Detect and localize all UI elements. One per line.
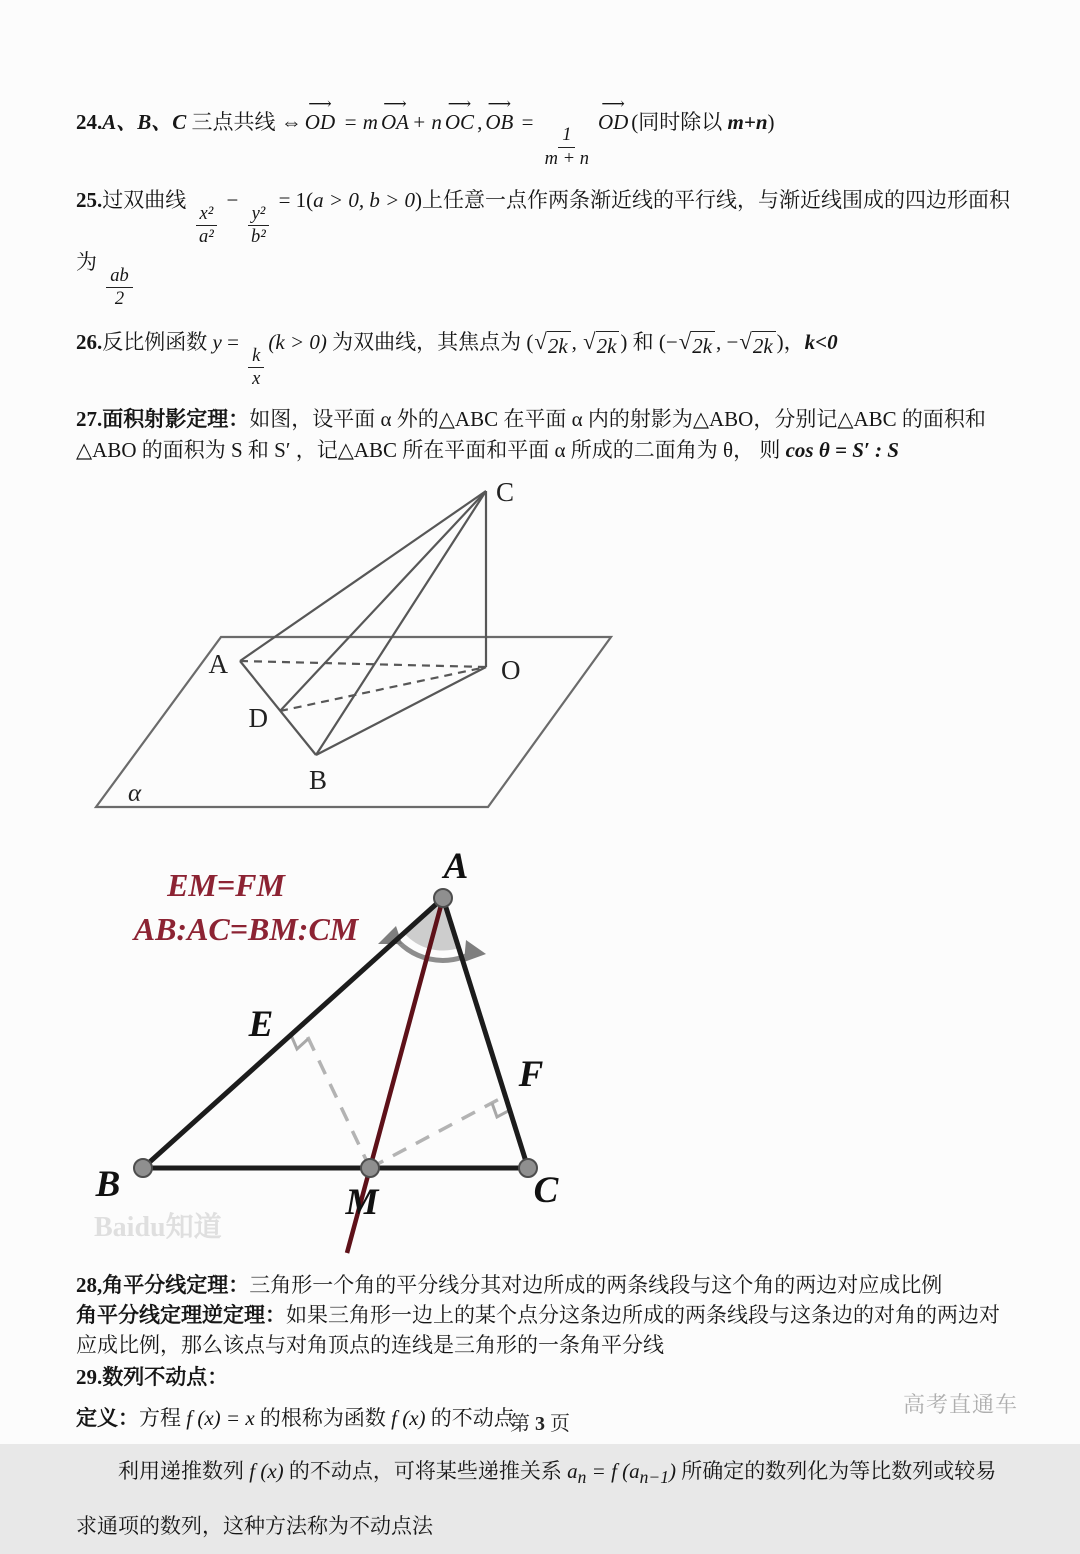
definition-text-1: 方程 [139, 1405, 187, 1430]
sqrt-2k-3: √ 2k [679, 330, 715, 361]
var-y: y [212, 330, 222, 355]
vector-ob: ⟶ OB [485, 93, 514, 134]
recursion-mid: = f (a [586, 1459, 640, 1484]
vertex-dot-A [434, 889, 452, 907]
vertex-dot-B [134, 1159, 152, 1177]
minus: − [221, 188, 244, 213]
label-M: M [345, 1182, 379, 1224]
function-fx: f (x) [391, 1405, 426, 1430]
sqrt-2k-4: √ 2k [739, 330, 775, 361]
equals: = [221, 330, 245, 355]
label-C: C [533, 1170, 559, 1212]
dashed-DO [280, 667, 486, 711]
item-24-text: 三点共线 [186, 110, 281, 134]
comma-cn: ， [783, 330, 805, 355]
eq-m: = m [338, 110, 378, 134]
brand-watermark: 高考直通车 [902, 1392, 1018, 1417]
item-28-title: 28,角平分线定理： [76, 1273, 250, 1298]
edge-CA [240, 491, 486, 661]
item-25-body: 上任意一点作两条渐近线的平行线，与渐近线围成的四边形面积为 [76, 188, 1010, 275]
vector-arrow-icon: ⟶ [601, 93, 625, 113]
page-content [76, 92, 1012, 1554]
item-28-text: 三角形一个角的平分线分其对边所成的两条线段与这个角的两边对应成比例 [249, 1273, 943, 1298]
item-26-body: 为双曲线，其焦点为 ( [326, 330, 534, 355]
annotation-em-fm: EM=FM [167, 867, 285, 904]
item-24-number: 24. [76, 110, 103, 134]
item-28-converse-title: 角平分线定理逆定理： [76, 1302, 286, 1327]
point-dot-M [361, 1159, 379, 1177]
item-27-body: 如图，设平面 α 外的△ABC 在平面 α 内的射影为△ABO，分别记△ABC 的面积和△ABO 的面积为 S 和 S′ ，记△ABC 所在平面和平面 α 所成的二面角为 θ， 则 [76, 407, 986, 462]
label-alpha: α [128, 780, 142, 808]
label-C: C [496, 477, 515, 508]
item-25-head: 过双曲线 [102, 188, 192, 213]
sub-n-1: n−1 [639, 1467, 669, 1488]
item-29-title: 29.数列不动点： [76, 1364, 229, 1389]
label-D: D [248, 703, 268, 734]
item-27 [76, 404, 1012, 465]
annotation-ratio: AB:AC=BM:CM [133, 911, 359, 948]
label-B: B [308, 765, 328, 796]
dashed-AO [240, 661, 486, 667]
recursion-text-3: 所确定的数列化为等比数列或较易求通项的数列，这种方法称为不动点法 [76, 1459, 997, 1539]
fraction-y2-b2: $\frac{\text{y²}}{\text{b²}}$ [248, 203, 270, 249]
item-25-number: 25. [76, 188, 103, 213]
edge-CD [280, 491, 486, 711]
equals-one: = 1( [273, 188, 314, 213]
recursion-text-2: 的不动点，可将某些递推关系 [283, 1459, 568, 1484]
vector-arrow-icon: ⟶ [383, 93, 407, 113]
sub-n: n [577, 1467, 587, 1488]
sqrt-2k-2: √ 2k [583, 330, 619, 361]
condition-ab: a > 0, b > 0 [313, 188, 415, 213]
vector-arrow-icon: ⟶ [308, 93, 332, 113]
definition-label: 定义： [76, 1405, 139, 1430]
right-angle-mark-E [291, 1035, 308, 1049]
label-B: B [95, 1164, 121, 1206]
triangle-edge-AC [443, 898, 528, 1168]
item-28-converse-text: 如果三角形一边上的某个点分这条边所成的两条线段与这条边的对角的两边对应成比例，那么该点与对角顶点的连线是三角形的一条角平分线 [76, 1302, 1000, 1357]
dashed-ME [302, 1025, 370, 1168]
fraction-ab-2: $\frac{ab}{2}$ [106, 265, 132, 311]
radical-icon: √ [534, 329, 547, 355]
item-28-converse [76, 1301, 1012, 1361]
item-25 [76, 186, 1012, 310]
plane-alpha-outline [96, 637, 611, 807]
and-open: 和 (− [632, 330, 678, 355]
item-26 [76, 322, 1012, 390]
comma: , [477, 110, 483, 134]
iff-symbol: ⇔ [280, 110, 302, 134]
label-A: A [443, 846, 469, 888]
paren-close: ) [776, 330, 784, 355]
var-a: a [567, 1459, 578, 1484]
diagram-plane-projection [88, 475, 668, 823]
definition-text-2: 的根称为函数 [254, 1405, 392, 1430]
item-24-note: (同时除以 [631, 110, 728, 134]
definition-text-3: 的不动点 [425, 1405, 515, 1430]
diagram-angle-bisector [78, 838, 658, 1262]
k-less-zero: k<0 [804, 330, 838, 355]
recursion-fx: f (x) [249, 1459, 284, 1484]
item-26-head: 反比例函数 [102, 330, 213, 355]
label-F: F [518, 1054, 544, 1096]
sqrt-2k-1: √ 2k [534, 330, 570, 361]
equals: = [516, 110, 539, 134]
comma: , [571, 330, 583, 355]
vector-oc: ⟶ OC [444, 93, 475, 134]
item-27-title: 面积射影定理： [102, 407, 250, 432]
recursion-paragraph [76, 1445, 1012, 1553]
dashed-MF [370, 1096, 505, 1168]
fraction-1-over-m-plus-n: $\frac{1}{m + n}$ [544, 124, 589, 169]
label-E: E [248, 1004, 274, 1046]
recursion-text-1: 利用递推数列 [118, 1459, 250, 1484]
item-24 [76, 92, 1012, 170]
page-number: 3 [535, 1413, 545, 1435]
page-label-pre: 第 [510, 1413, 535, 1435]
edge-BO [316, 667, 486, 755]
baidu-watermark: Baidu知道 [94, 1212, 222, 1244]
label-A: A [208, 649, 228, 680]
vector-arrow-icon: ⟶ [487, 93, 512, 113]
paren-close: ) [415, 188, 422, 213]
vector-od-2: ⟶ OD [597, 93, 629, 134]
equation-fx: f (x) = x [186, 1405, 255, 1430]
fraction-k-x: $\frac{k}{x}$ [248, 345, 264, 391]
item-28-theorem [76, 1271, 1012, 1301]
radical-icon: √ [739, 329, 752, 355]
item-26-number: 26. [76, 330, 103, 355]
page-label-post: 页 [545, 1413, 570, 1435]
recursion-close: ) [668, 1459, 682, 1484]
item-27-number: 27. [76, 407, 103, 432]
condition-k: (k > 0) [268, 330, 327, 355]
item-24-note-close: ) [767, 110, 775, 134]
item-24-mn: m+n [727, 110, 768, 134]
comma-minus: , − [716, 330, 739, 355]
edge-CB [316, 491, 486, 755]
radical-icon: √ [678, 329, 692, 355]
vector-od: ⟶ OD [304, 93, 336, 134]
vector-oa: ⟶ OA [380, 93, 409, 134]
paren: ) [620, 330, 633, 355]
angle-arrowhead-right [464, 940, 486, 962]
radical-icon: √ [583, 329, 596, 355]
vector-arrow-icon: ⟶ [447, 93, 472, 113]
label-O: O [501, 655, 521, 686]
fraction-x2-a2: $\frac{\text{x²}}{\text{a²}}$ [196, 203, 218, 249]
item-27-formula: cos θ = S′ : S [785, 437, 899, 462]
item-24-points: A、B、C [102, 110, 187, 134]
item-29 [76, 1363, 1012, 1392]
plus-n: + n [411, 110, 442, 134]
